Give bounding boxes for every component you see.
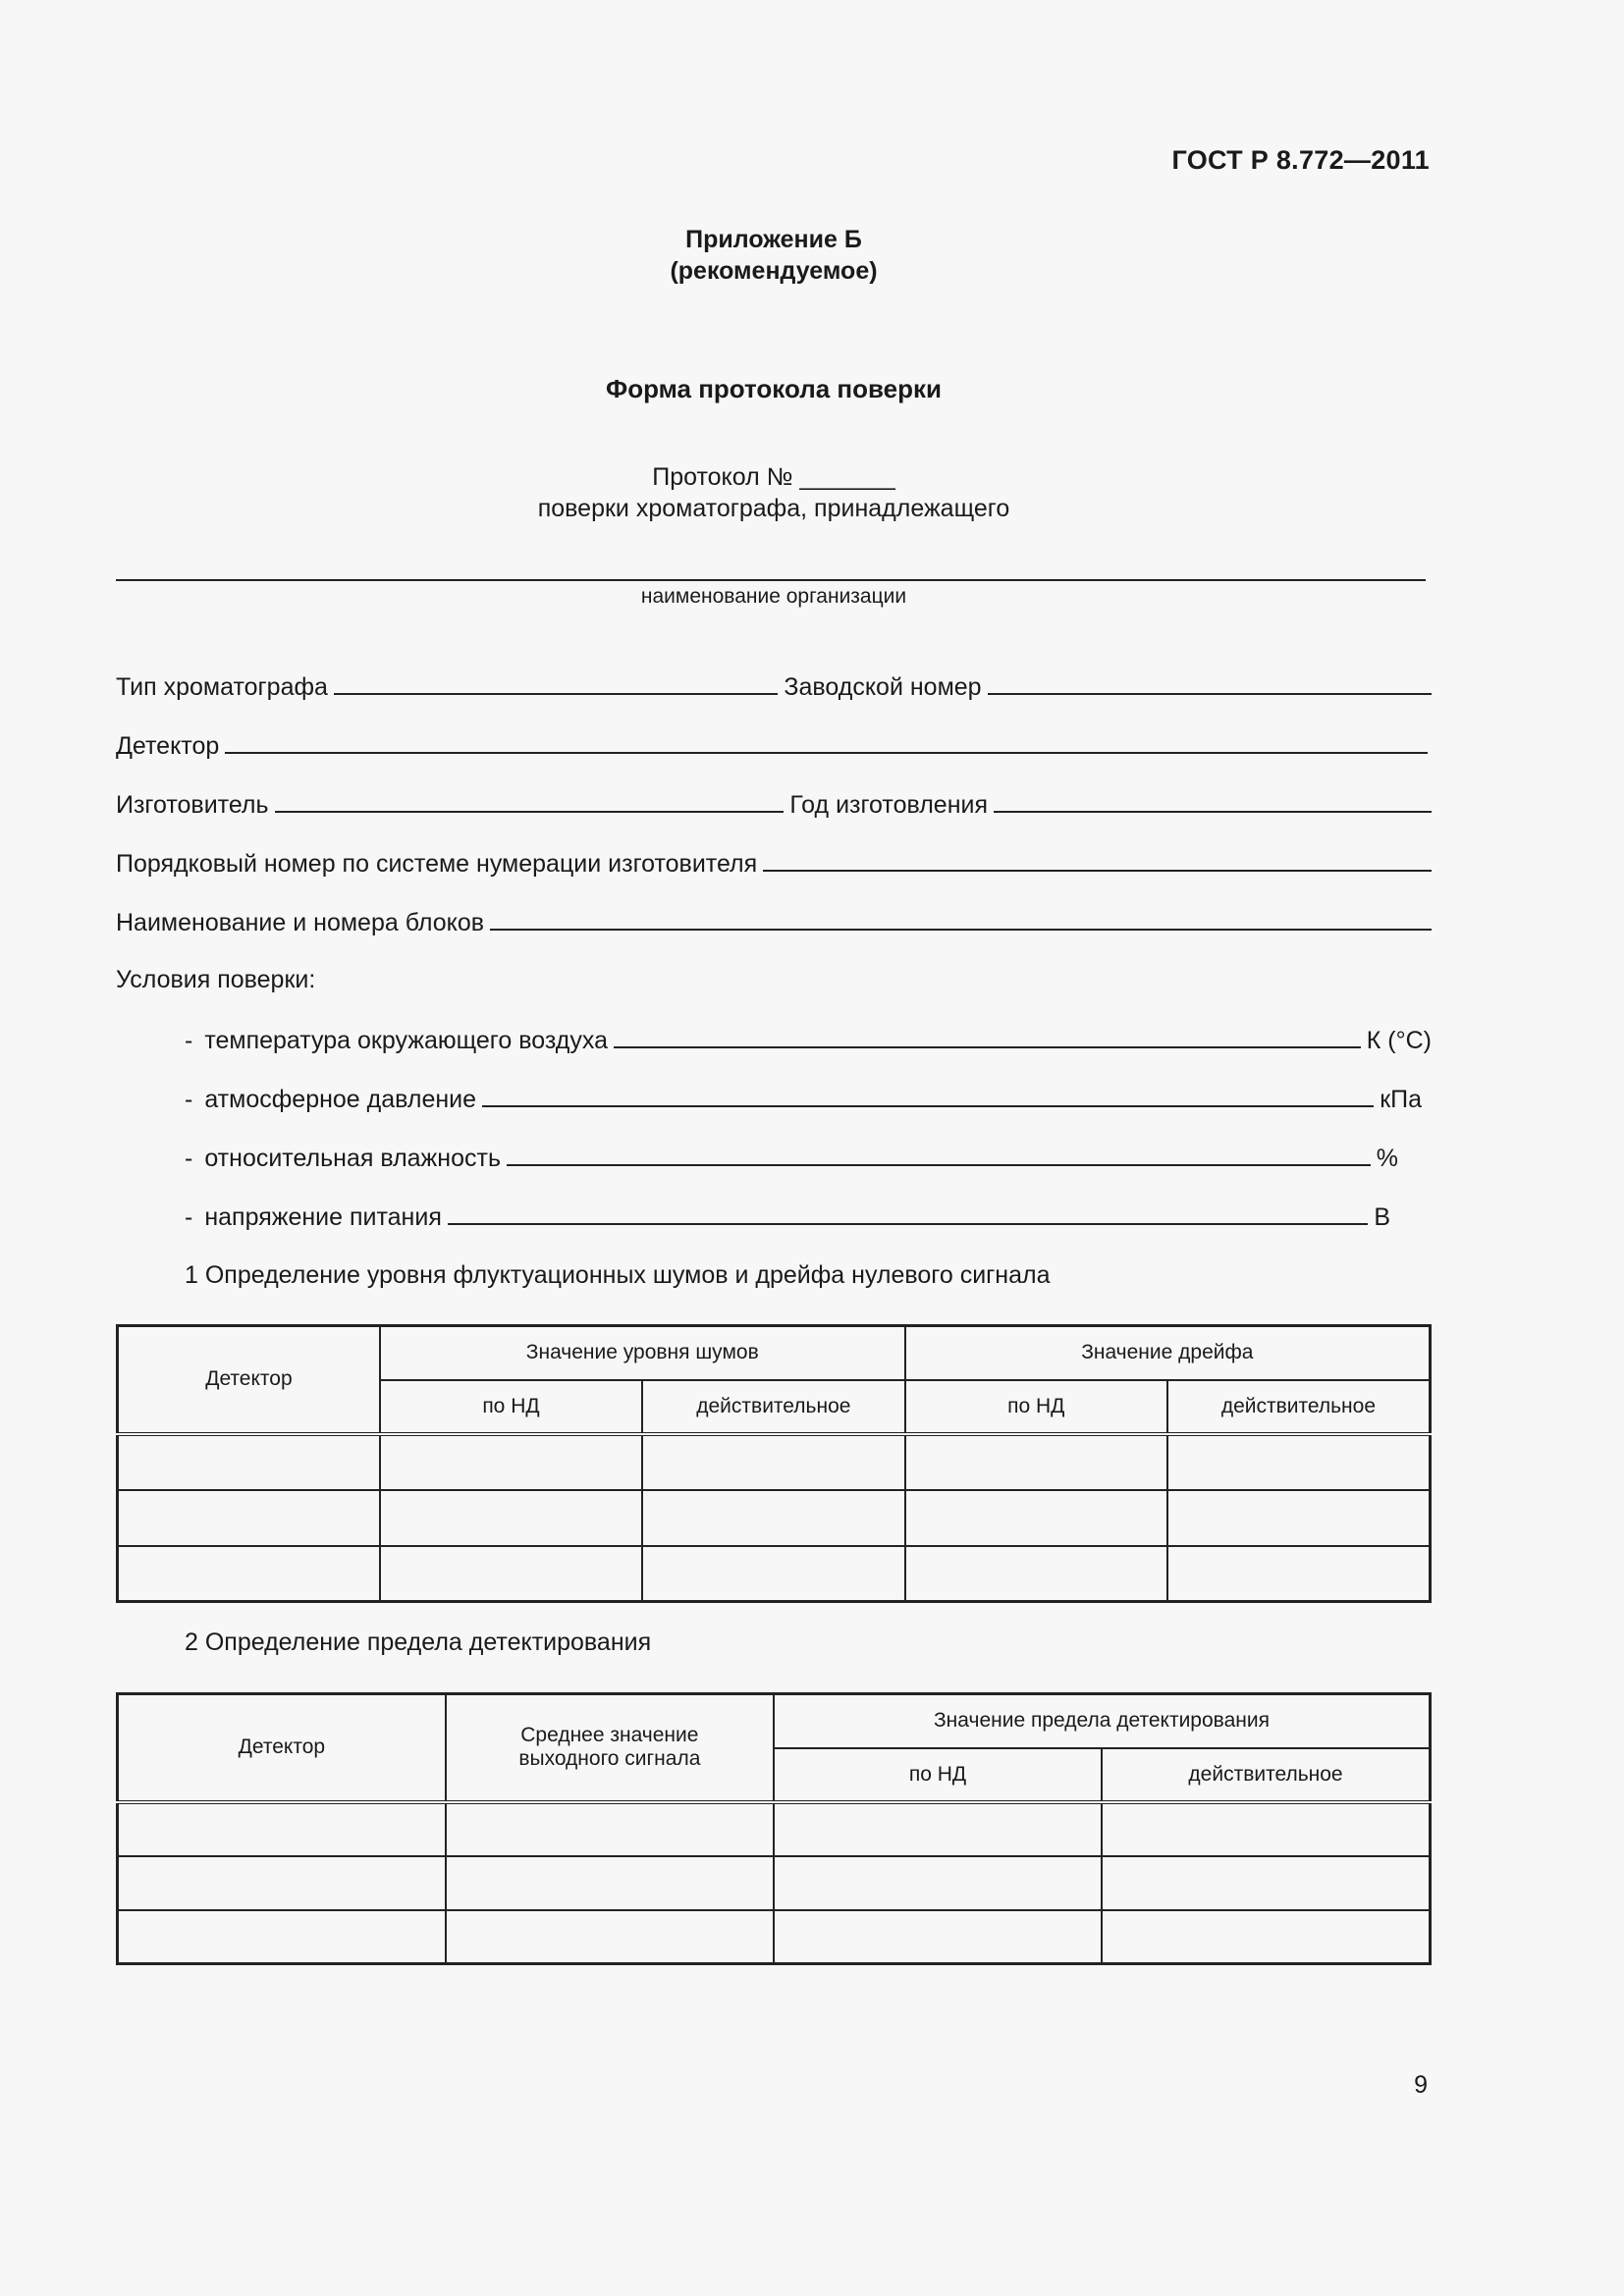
table-cell[interactable] bbox=[118, 1490, 380, 1546]
appendix-subtitle: (рекомендуемое) bbox=[670, 257, 878, 285]
table-cell[interactable] bbox=[380, 1490, 642, 1546]
table-cell[interactable] bbox=[380, 1546, 642, 1602]
table-cell[interactable] bbox=[118, 1546, 380, 1602]
organization-blank-line[interactable] bbox=[116, 579, 1426, 581]
year-blank[interactable] bbox=[994, 811, 1432, 813]
table-row bbox=[118, 1856, 1431, 1910]
protocol-number-line: Протокол № _______ bbox=[652, 463, 895, 491]
row-voltage bbox=[185, 1199, 1390, 1232]
table-cell[interactable] bbox=[774, 1802, 1102, 1856]
drift-nd-header: по НД bbox=[905, 1380, 1167, 1434]
humidity-unit: % bbox=[1376, 1145, 1398, 1172]
limit-actual-header: действительное bbox=[1102, 1748, 1430, 1802]
table-cell[interactable] bbox=[1167, 1546, 1431, 1602]
temperature-unit: К (°С) bbox=[1366, 1027, 1432, 1054]
protocol-heading bbox=[116, 461, 1432, 524]
chromatograph-type-blank[interactable] bbox=[334, 693, 778, 695]
average-signal-line1: Среднее значение bbox=[520, 1724, 699, 1747]
table-cell[interactable] bbox=[905, 1490, 1167, 1546]
row-blocks bbox=[116, 904, 1432, 937]
table-cell[interactable] bbox=[118, 1856, 446, 1910]
dash-marker: - bbox=[185, 1027, 193, 1054]
standard-number: ГОСТ Р 8.772—2011 bbox=[1171, 145, 1430, 175]
limit-nd-header: по НД bbox=[774, 1748, 1102, 1802]
table-row bbox=[118, 1434, 1431, 1490]
voltage-unit: В bbox=[1374, 1203, 1390, 1231]
section1-title: 1 Определение уровня флуктуационных шумов и дрейфа нулевого сигнала bbox=[185, 1261, 1051, 1289]
detector-label: Детектор bbox=[116, 732, 220, 760]
table-row bbox=[118, 1802, 1431, 1856]
row-detector bbox=[116, 727, 1428, 761]
pressure-blank[interactable] bbox=[482, 1105, 1374, 1107]
table-cell[interactable] bbox=[446, 1910, 774, 1964]
table-cell[interactable] bbox=[642, 1546, 905, 1602]
appendix-title: Приложение Б bbox=[685, 226, 862, 253]
pressure-label: атмосферное давление bbox=[204, 1086, 477, 1113]
form-title: Форма протокола поверки bbox=[606, 374, 942, 403]
row-seq-number bbox=[116, 845, 1432, 879]
temperature-label: температура окружающего воздуха bbox=[204, 1027, 608, 1054]
serial-number-blank[interactable] bbox=[988, 693, 1432, 695]
voltage-blank[interactable] bbox=[448, 1223, 1368, 1225]
blocks-label: Наименование и номера блоков bbox=[116, 909, 485, 936]
page-number: 9 bbox=[1414, 2071, 1428, 2099]
row-manufacturer bbox=[116, 786, 1432, 820]
dash-marker: - bbox=[185, 1145, 193, 1172]
row-temperature bbox=[185, 1022, 1432, 1055]
table-cell[interactable] bbox=[1102, 1802, 1430, 1856]
table-row bbox=[118, 1546, 1431, 1602]
table-header-row bbox=[118, 1694, 1431, 1748]
average-signal-header bbox=[446, 1694, 774, 1802]
table-cell[interactable] bbox=[905, 1434, 1167, 1490]
table-row bbox=[118, 1490, 1431, 1546]
table-cell[interactable] bbox=[380, 1434, 642, 1490]
table-cell[interactable] bbox=[1167, 1434, 1431, 1490]
table-header-row bbox=[118, 1326, 1431, 1380]
appendix-heading bbox=[116, 224, 1432, 287]
manufacturer-blank[interactable] bbox=[275, 811, 785, 813]
section2-title: 2 Определение предела детектирования bbox=[185, 1629, 652, 1656]
seq-number-label: Порядковый номер по системе нумерации изготовителя bbox=[116, 850, 758, 878]
humidity-blank[interactable] bbox=[507, 1164, 1371, 1166]
table-cell[interactable] bbox=[774, 1856, 1102, 1910]
conditions-heading: Условия поверки: bbox=[116, 966, 316, 993]
serial-number-label: Заводской номер bbox=[784, 673, 982, 701]
table-cell[interactable] bbox=[118, 1910, 446, 1964]
noise-nd-header: по НД bbox=[380, 1380, 642, 1434]
table-cell[interactable] bbox=[1102, 1856, 1430, 1910]
table-cell[interactable] bbox=[1167, 1490, 1431, 1546]
protocol-owner-line: поверки хроматографа, принадлежащего bbox=[537, 495, 1010, 522]
noise-header: Значение уровня шумов bbox=[380, 1326, 905, 1380]
table-cell[interactable] bbox=[118, 1434, 380, 1490]
table-cell[interactable] bbox=[118, 1802, 446, 1856]
pressure-unit: кПа bbox=[1380, 1086, 1422, 1113]
detector-header: Детектор bbox=[118, 1326, 380, 1434]
dash-marker: - bbox=[185, 1086, 193, 1113]
table-cell[interactable] bbox=[905, 1546, 1167, 1602]
voltage-label: напряжение питания bbox=[204, 1203, 442, 1231]
average-signal-line2: выходного сигнала bbox=[518, 1747, 701, 1771]
year-label: Год изготовления bbox=[789, 791, 988, 819]
seq-number-blank[interactable] bbox=[763, 870, 1432, 872]
table-cell[interactable] bbox=[774, 1910, 1102, 1964]
manufacturer-label: Изготовитель bbox=[116, 791, 269, 819]
blocks-blank[interactable] bbox=[490, 929, 1432, 931]
drift-header: Значение дрейфа bbox=[905, 1326, 1431, 1380]
row-pressure bbox=[185, 1081, 1422, 1114]
table-cell[interactable] bbox=[642, 1434, 905, 1490]
row-chromatograph-type bbox=[116, 668, 1432, 702]
noise-actual-header: действительное bbox=[642, 1380, 905, 1434]
drift-actual-header: действительное bbox=[1167, 1380, 1431, 1434]
table-cell[interactable] bbox=[1102, 1910, 1430, 1964]
table-cell[interactable] bbox=[446, 1802, 774, 1856]
detector-blank[interactable] bbox=[225, 752, 1428, 754]
limit-header: Значение предела детектирования bbox=[774, 1694, 1431, 1748]
table-row bbox=[118, 1910, 1431, 1964]
chromatograph-type-label: Тип хроматографа bbox=[116, 673, 328, 701]
detection-limit-table bbox=[116, 1692, 1432, 1965]
table-cell[interactable] bbox=[446, 1856, 774, 1910]
organization-caption: наименование организации bbox=[640, 585, 907, 608]
row-humidity bbox=[185, 1140, 1398, 1173]
table-cell[interactable] bbox=[642, 1490, 905, 1546]
temperature-blank[interactable] bbox=[614, 1046, 1361, 1048]
humidity-label: относительная влажность bbox=[204, 1145, 501, 1172]
noise-drift-table bbox=[116, 1324, 1432, 1603]
detector-header: Детектор bbox=[118, 1694, 446, 1802]
dash-marker: - bbox=[185, 1203, 193, 1231]
